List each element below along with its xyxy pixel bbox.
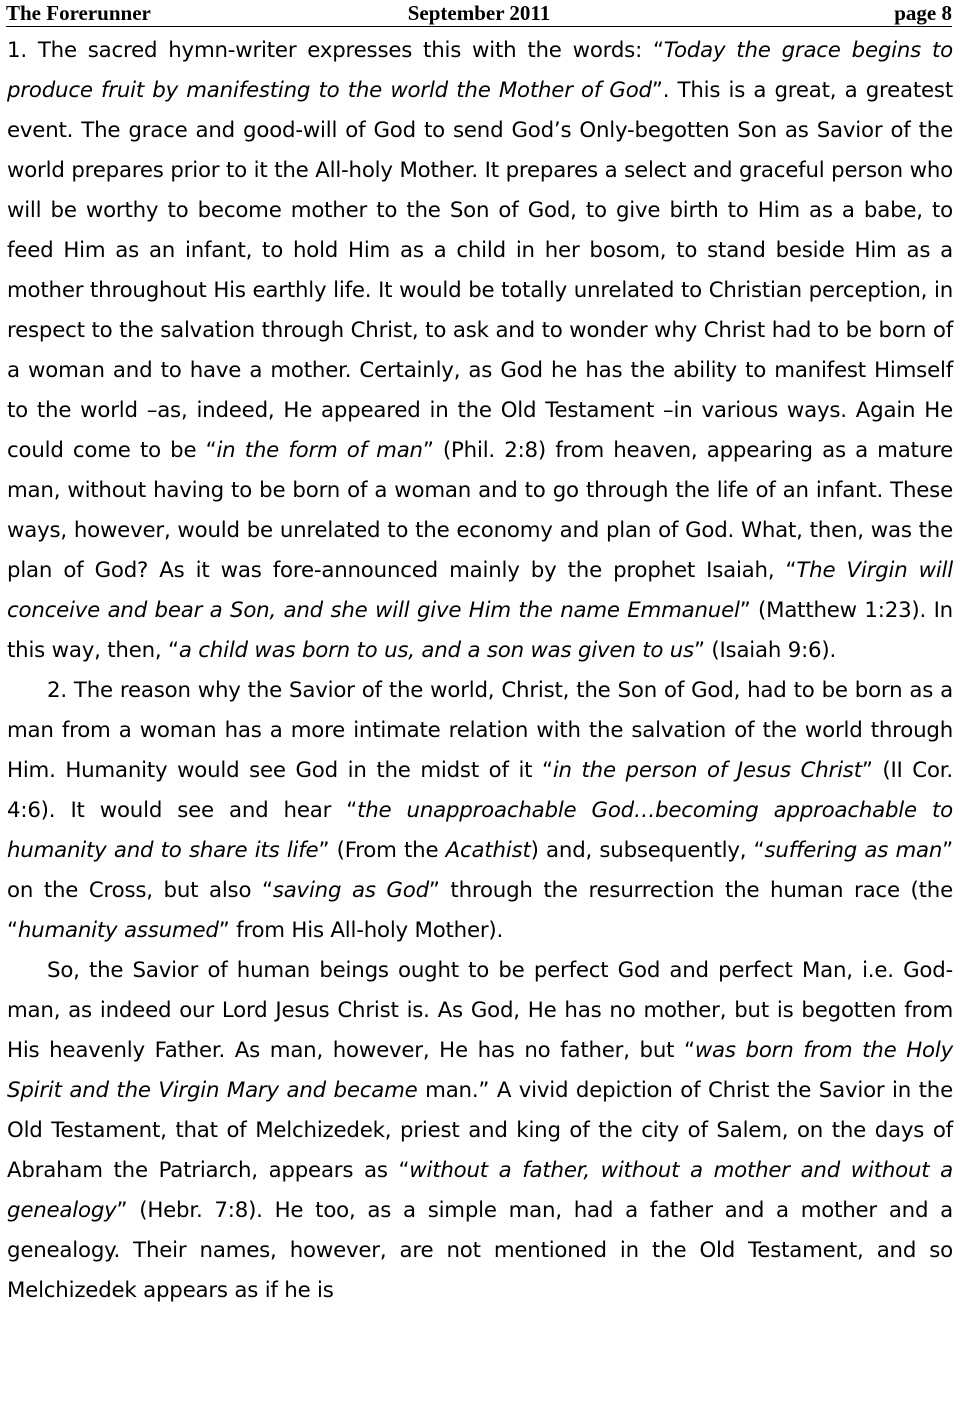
- text-run: ” through the resurrection the human race (the “: [7, 878, 954, 943]
- text-run: ” (Phil. 2:8) from heaven, appearing as a mature man, without having to be born of a woman and to go through the life of an infant. These ways, however, would be unrelated to the economy and plan of God. What, then, was the plan of God? As it was fore-announced mainly by the prophet Isaiah, “: [7, 438, 953, 583]
- paragraph-1: [7, 31, 953, 671]
- italic-quote: the unapproachable God…becoming approachable to humanity and to share its life: [7, 798, 953, 863]
- italic-quote: humanity assumed: [17, 918, 219, 943]
- text-run: 2. The reason why the Savior of the world, Christ, the Son of God, had to be born as a man from a woman has a more intimate relation with the salvation of the world through Him. Humanity would see God in the midst of it “: [7, 678, 953, 783]
- text-run: man.” A vivid depiction of Christ the Savior in the Old Testament, that of Melchizedek, priest and king of the city of Salem, on the days of Abraham the Patriarch, appears as “: [7, 1078, 953, 1183]
- publication-name: The Forerunner: [6, 1, 151, 25]
- paragraph-3: [7, 951, 953, 1311]
- paragraph-2: [7, 671, 953, 951]
- text-run: ” (II Cor. 4:6). It would see and hear “: [7, 758, 953, 823]
- italic-quote: Today the grace begins to produce fruit by manifesting to the world the Mother of God: [7, 38, 953, 103]
- article-body: [7, 31, 953, 1311]
- text-run: 1. The sacred hymn-writer expresses this with the words: “: [7, 38, 664, 63]
- text-run: ” (Matthew 1:23). In this way, then, “: [7, 598, 953, 663]
- italic-quote: saving as God: [272, 878, 429, 903]
- italic-quote: was born from the Holy Spirit and the Virgin Mary and became: [7, 1038, 953, 1103]
- text-run: ” (Isaiah 9:6).: [693, 638, 837, 663]
- text-run: ” from His All-holy Mother).: [218, 918, 504, 943]
- page-header: [6, 0, 952, 27]
- text-run: ”. This is a great, a greatest event. The grace and good-will of God to send God’s Only-begotten Son as Savior of the world prepares prior to it the All-holy Mother. It prepares a select and graceful person who will be worthy to become mother to the Son of God, to give birth to Him as a babe, to feed Him as an infant, to hold Him as a child in her bosom, to stand beside Him as a mother throughout His earthly life. It would be totally unrelated to Christian perception, in respect to the salvation through Christ, to ask and to wonder why Christ had to be born of a woman and to have a mother. Certainly, as God he has the ability to manifest Himself to the world –as, indeed, He appeared in the Old Testament –in various ways. Again He could come to be “: [7, 78, 953, 463]
- text-run: ” (Hebr. 7:8). He too, as a simple man, had a father and a mother and a genealogy. Their names, however, are not mentioned in the Old Testament, and so Melchizedek appears as if he is: [7, 1198, 953, 1303]
- issue-date: September 2011: [407, 1, 551, 25]
- italic-quote: Acathist: [445, 838, 531, 863]
- italic-quote: suffering as man: [764, 838, 943, 863]
- italic-quote: a child was born to us, and a son was given to us: [178, 638, 694, 663]
- text-run: ” on the Cross, but also “: [7, 838, 954, 903]
- page-number: page 8: [894, 1, 952, 25]
- text-run: So, the Savior of human beings ought to be perfect God and perfect Man, i.e. God-man, as indeed our Lord Jesus Christ is. As God, He has no mother, but is begotten from His heavenly Father. As man, however, He has no father, but “: [7, 958, 953, 1063]
- italic-quote: in the form of man: [216, 438, 423, 463]
- text-run: ” (From the: [318, 838, 446, 863]
- italic-quote: in the person of Jesus Christ: [552, 758, 862, 783]
- italic-quote: without a father, without a mother and without a genealogy: [7, 1158, 953, 1223]
- text-run: ) and, subsequently, “: [530, 838, 765, 863]
- italic-quote: The Virgin will conceive and bear a Son, and she will give Him the name Emmanuel: [7, 558, 953, 623]
